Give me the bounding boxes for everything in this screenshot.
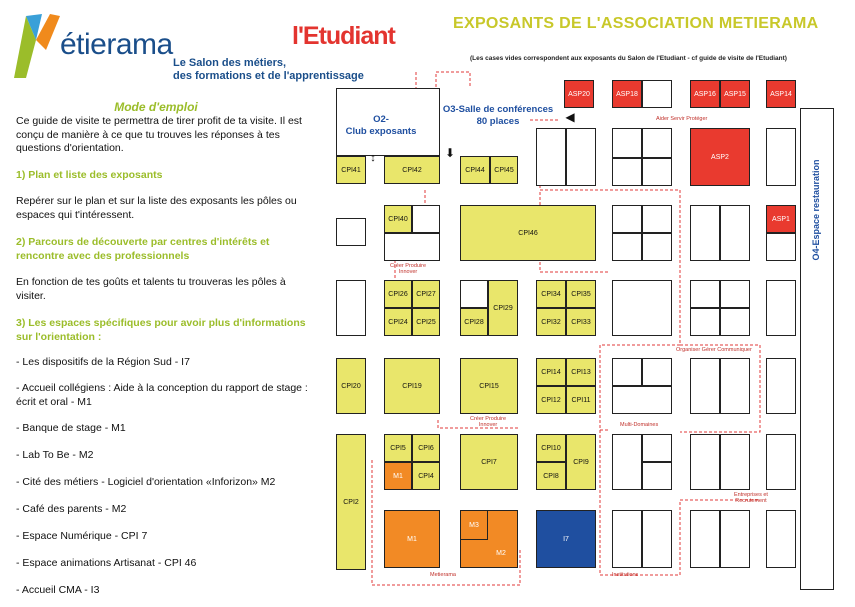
booth-empty [642, 233, 672, 261]
booth-empty [690, 308, 720, 336]
booth-empty [642, 158, 672, 186]
path-label: Créer Produire Innover [390, 263, 427, 275]
list-item: - Les dispositifs de la Région Sud - I7 [16, 356, 190, 368]
booth-cpi32[interactable]: CPI32 [536, 308, 566, 336]
booth-cpi45[interactable]: CPI45 [490, 156, 518, 184]
section-2-title: 2) Parcours de découverte par centres d'intérêts et rencontre avec des professionnels [16, 236, 270, 262]
list-item: - Cité des métiers - Logiciel d'orientation «Inforizon» M2 [16, 476, 276, 488]
booth-cpi6[interactable]: CPI6 [412, 434, 440, 462]
booth-cpi35[interactable]: CPI35 [566, 280, 596, 308]
booth-cpi46[interactable]: CPI46 [460, 205, 596, 261]
path-label: Metierama [430, 572, 456, 578]
section-1-text: Repérer sur le plan et sur la liste des exposants les pôles ou espaces qui t'intéressent. [16, 195, 297, 221]
map-subtitle: (Les cases vides correspondent aux exposants du Salon de l'Etudiant - cf guide de visite de l'Etudiant) [470, 55, 787, 62]
arrow-up-down-icon: ↕ [370, 152, 376, 164]
booth-cpi27[interactable]: CPI27 [412, 280, 440, 308]
booth-empty [642, 510, 672, 568]
tagline-line-2: des formations et de l'apprentissage [173, 70, 364, 82]
list-item: - Espace Numérique - CPI 7 [16, 530, 148, 542]
booth-i7[interactable]: I7 [536, 510, 596, 568]
booth-empty [720, 434, 750, 490]
booth-empty [720, 358, 750, 414]
booth-cpi12[interactable]: CPI12 [536, 386, 566, 414]
booth-cpi40[interactable]: CPI40 [384, 205, 412, 233]
booth-empty [612, 233, 642, 261]
booth-cpi29[interactable]: CPI29 [488, 280, 518, 336]
list-item: - Banque de stage - M1 [16, 422, 126, 434]
booth-cpi7[interactable]: CPI7 [460, 434, 518, 490]
path-label: Organiser Gérer Communiquer [676, 347, 752, 353]
booth-empty [642, 358, 672, 386]
booth-asp2[interactable]: ASP2 [690, 128, 750, 186]
booth-cpi28[interactable]: CPI28 [460, 308, 488, 336]
path-label: Créer Produire Innover [470, 416, 507, 428]
booth-asp16[interactable]: ASP16 [690, 80, 720, 108]
booth-empty [720, 280, 750, 308]
tagline-line-1: Le Salon des métiers, [173, 57, 287, 69]
booth-cpi24[interactable]: CPI24 [384, 308, 412, 336]
booth-cpi14[interactable]: CPI14 [536, 358, 566, 386]
booth-cpi20[interactable]: CPI20 [336, 358, 366, 414]
booth-empty [642, 434, 672, 462]
booth-cpi42[interactable]: CPI42 [384, 156, 440, 184]
booth-empty [690, 280, 720, 308]
booth-m3[interactable]: M3 [460, 510, 488, 540]
booth-asp1[interactable]: ASP1 [766, 205, 796, 233]
booth-asp20[interactable]: ASP20 [564, 80, 594, 108]
arrow-left-icon: ◀ [565, 110, 575, 124]
booth-cpi44[interactable]: CPI44 [460, 156, 490, 184]
booth-cpi41[interactable]: CPI41 [336, 156, 366, 184]
booth-empty [642, 80, 672, 108]
section-1-title: 1) Plan et liste des exposants [16, 169, 163, 181]
booth-asp15[interactable]: ASP15 [720, 80, 750, 108]
booth-cpi4[interactable]: CPI4 [412, 462, 440, 490]
booth-empty [612, 205, 642, 233]
booth-empty [336, 218, 366, 246]
booth-empty [642, 128, 672, 158]
booth-cpi25[interactable]: CPI25 [412, 308, 440, 336]
booth-asp14[interactable]: ASP14 [766, 80, 796, 108]
list-item: - Lab To Be - M2 [16, 449, 94, 461]
booth-empty [766, 280, 796, 336]
booth-empty [766, 434, 796, 490]
path-label: Entreprises et Recrutement [734, 492, 768, 504]
booth-empty [384, 233, 440, 261]
booth-empty [642, 462, 672, 490]
arrow-down-icon: ⬇ [444, 146, 456, 160]
booth-cpi5[interactable]: CPI5 [384, 434, 412, 462]
map-title: EXPOSANTS DE L'ASSOCIATION METIERAMA [453, 15, 819, 32]
booth-cpi11[interactable]: CPI11 [566, 386, 596, 414]
booth-empty [536, 128, 566, 186]
booth-empty [766, 358, 796, 414]
booth-asp18[interactable]: ASP18 [612, 80, 642, 108]
booth-empty [720, 308, 750, 336]
booth-empty [720, 205, 750, 261]
booth-empty [690, 358, 720, 414]
path-label: Institutions [612, 572, 639, 578]
booth-cpi34[interactable]: CPI34 [536, 280, 566, 308]
etudiant-logo: l'Etudiant [292, 22, 395, 50]
booth-m1-small[interactable]: M1 [384, 462, 412, 490]
booth-empty [612, 510, 642, 568]
booth-empty [766, 128, 796, 186]
booth-cpi2[interactable]: CPI2 [336, 434, 366, 570]
booth-empty [566, 128, 596, 186]
booth-empty [336, 280, 366, 336]
brand-name: étierama [60, 28, 173, 61]
booth-empty [690, 510, 720, 568]
booth-empty [612, 158, 642, 186]
booth-empty [460, 280, 488, 308]
booth-cpi13[interactable]: CPI13 [566, 358, 596, 386]
booth-empty [690, 205, 720, 261]
path-label: Multi-Domaines [620, 422, 659, 428]
zone-o4-label: O4-Espace restauration [811, 159, 821, 261]
booth-cpi10[interactable]: CPI10 [536, 434, 566, 462]
zone-o2-label: O2- Club exposants [345, 114, 417, 137]
booth-empty [612, 128, 642, 158]
booth-cpi8[interactable]: CPI8 [536, 462, 566, 490]
booth-empty [612, 434, 642, 490]
booth-empty [720, 510, 750, 568]
booth-empty [690, 434, 720, 490]
booth-empty [612, 280, 672, 336]
booth-m2[interactable]: M2 [460, 510, 518, 568]
section-2-text: En fonction de tes goûts et talents tu trouveras les pôles à visiter. [16, 276, 286, 302]
booth-empty [612, 358, 642, 386]
booth-empty [412, 205, 440, 233]
booth-cpi26[interactable]: CPI26 [384, 280, 412, 308]
guide-intro: Ce guide de visite te permettra de tirer profit de ta visite. Il est conçu de manière à ce que tu trouves les réponses à tes questions d'orientation. [16, 115, 302, 154]
booth-cpi19[interactable]: CPI19 [384, 358, 440, 414]
list-item: - Café des parents - M2 [16, 503, 127, 515]
booth-m1[interactable]: M1 [384, 510, 440, 568]
section-3-title: 3) Les espaces spécifiques pour avoir plus d'informations sur l'orientation : [16, 317, 306, 343]
list-item: - Espace animations Artisanat - CPI 46 [16, 557, 197, 569]
booth-empty [766, 510, 796, 568]
booth-cpi33[interactable]: CPI33 [566, 308, 596, 336]
booth-cpi9[interactable]: CPI9 [566, 434, 596, 490]
booth-empty [766, 233, 796, 261]
list-item: - Accueil collégiens : Aide à la conception du rapport de stage : écrit et oral - M1 [16, 382, 308, 408]
path-label: Aider Servir Protéger [656, 116, 708, 122]
booth-empty [642, 205, 672, 233]
booth-cpi15[interactable]: CPI15 [460, 358, 518, 414]
guide-title: Mode d'emploi [114, 100, 198, 114]
booth-empty [612, 386, 672, 414]
zone-o3-label: O3-Salle de conférences 80 places [442, 104, 554, 127]
list-item: - Accueil CMA - I3 [16, 584, 100, 596]
